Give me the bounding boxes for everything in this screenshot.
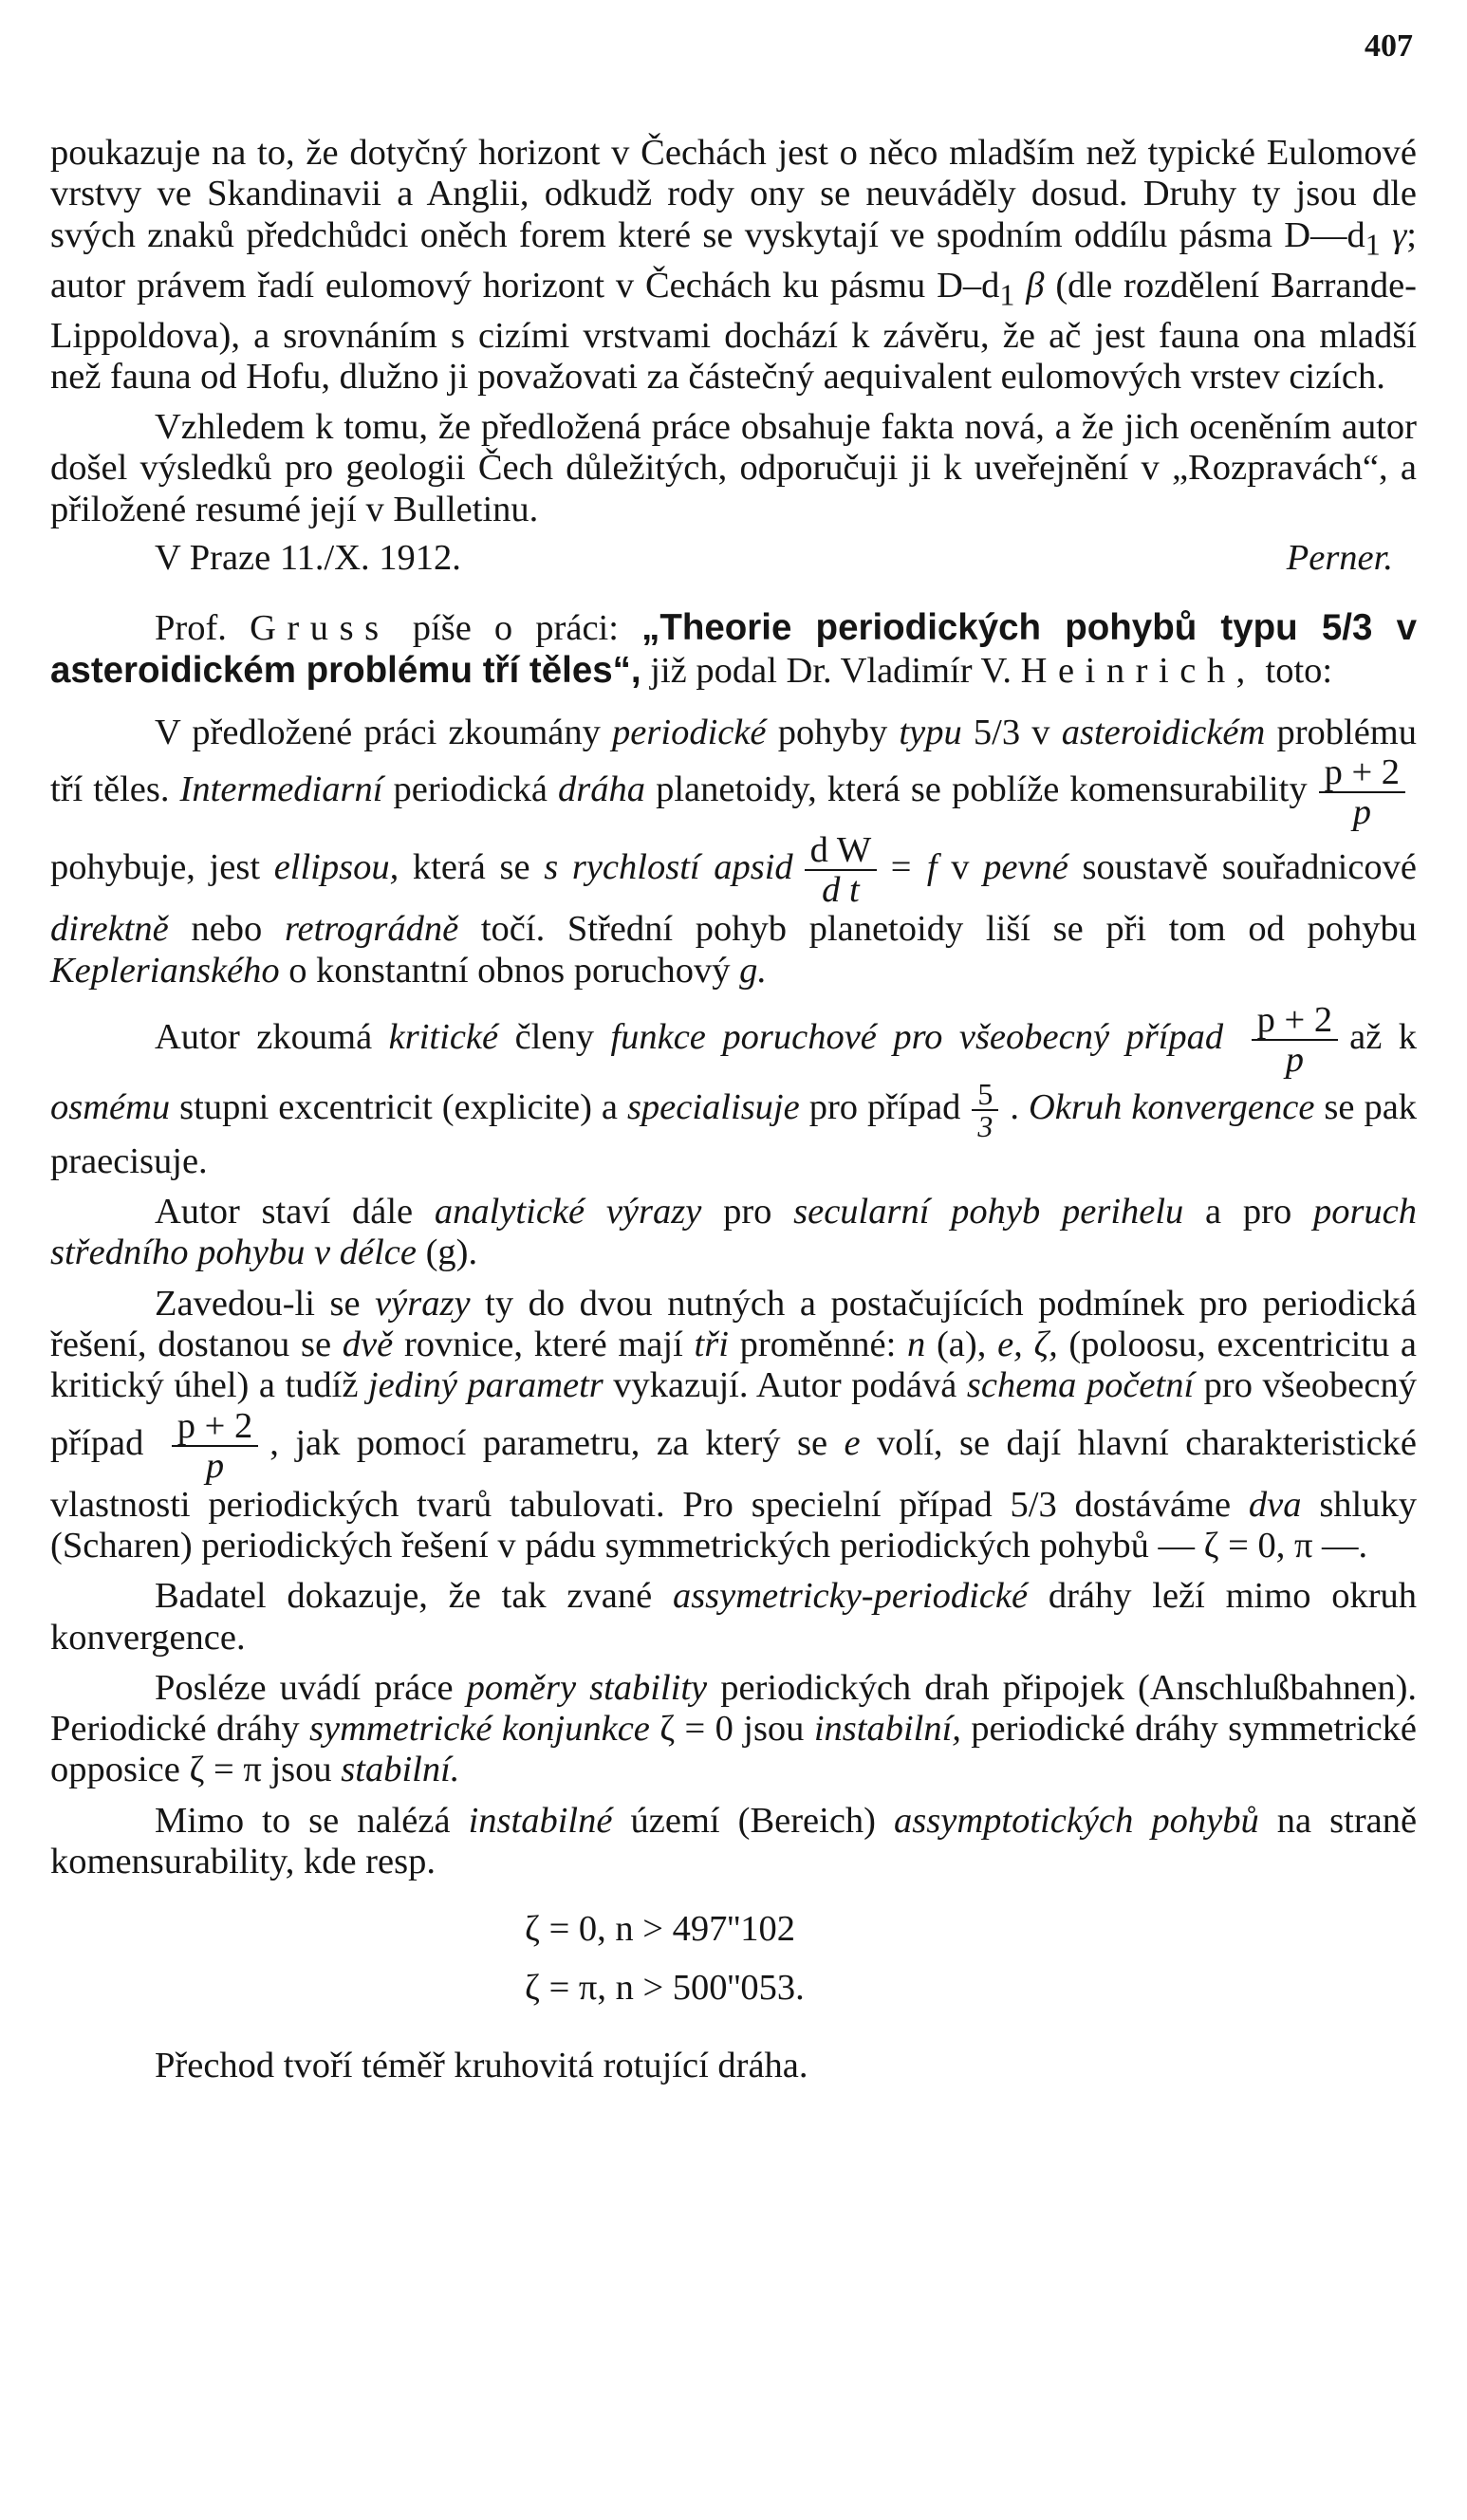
paragraph-8: Badatel dokazuje, že tak zvané assymetricky-periodické dráhy leží mimo okruh konvergence.	[50, 1576, 1418, 1658]
paragraph-6: Autor staví dále analytické výrazy pro secularní pohyb perihelu a pro poruch středního pohybu v délce (g).	[50, 1192, 1418, 1273]
page-number: 407	[1365, 28, 1413, 64]
place-date: V Praze 11./X. 1912.	[155, 538, 461, 579]
paragraph-3: Prof. Gruss píše o práci: „Theorie periodických pohybů typu 5/3 v asteroidickém problému tří těles“, již podal Dr. Vladimír V. Heinrich, toto:	[50, 607, 1418, 691]
signature-line	[50, 538, 1417, 579]
paragraph-9: Posléze uvádí práce poměry stability periodických drah připojek (Anschlußbahnen). Periodické dráhy symmetrické konjunkce ζ = 0 jsou instabilní, periodické dráhy symmetrické opposice ζ = π jsou stabilní.	[50, 1667, 1418, 1790]
paragraph-10: Mimo to se nalézá instabilné území (Bereich) assymptotických pohybů na straně komensurability, kde resp.	[50, 1800, 1418, 1881]
paragraph-1: poukazuje na to, že dotyčný horizont v Čechách jest o něco mladším než typické Eulomové vrstvy ve Skandinavii a Anglii, odkudž rody ony se neuváděly dosud. Druhy ty jsou dle svých znaků předchůdci oněch forem které se vyskytají ve spodním oddílu pásma $D—d_1$ γ; autor právem řadí eulomový horizont v Čechách ku pásmu $D-d_1$ β (dle rozdělení Barrande-Lippoldova), a srovnáním s cizími vrstvami dochází k závěru, že ač jest fauna ona mladší než fauna od Hofu, dlužno ji považovati za částečný aequivalent eulomových vrstev cizích.	[50, 133, 1417, 397]
formula-2: ζ = π, n > 500''053.	[525, 1968, 805, 2009]
paper-title: „Theorie periodických pohybů typu 5/3 v asteroidickém problému tří těles“,	[50, 607, 1418, 691]
fraction-p2-over-p-2: $\frac{p + 2}{p}$	[1252, 1001, 1338, 1079]
formula-1: ζ = 0, n > 497''102	[525, 1909, 795, 1950]
fraction-p2-over-p: $\frac{p + 2}{p}$	[1319, 753, 1405, 831]
paragraph-4: V předložené práci zkoumány periodické pohyby typu 5/3 v asteroidickém problému tří těles. Intermediarní periodická dráha planetoidy, která se poblíže komensurability $\frac{p + 2}{p}$ pohybuje, jest ellipsou, která se s rychlostí apsid $\frac{\text{d W}}{\text{d t}}$ = f v pevné soustavě souřadnicové direktně nebo retrográdně točí. Střední pohyb planetoidy liší se při tom od pohybu Keplerianského o konstantní obnos poruchový g.	[50, 712, 1418, 991]
signature: Perner.	[1286, 538, 1393, 579]
fraction-5-over-3: $\frac{5}{3}$	[972, 1079, 998, 1141]
paragraph-5: Autor zkoumá kritické členy funkce poruchové pro všeobecný případ $\frac{p + 2}{p}$ až k osmému stupni excentricit (explicite) a specialisuje pro případ $\frac{5}{3}$ . Okruh konvergence se pak praecisuje.	[50, 999, 1418, 1181]
fraction-dw-over-dt: $\frac{\text{d W}}{\text{d t}}$	[805, 831, 878, 909]
page-body	[50, 133, 1417, 2087]
paragraph-11: Přechod tvoří téměř kruhovitá rotující dráha.	[155, 2046, 808, 2086]
paragraph-2: Vzhledem k tomu, že předložená práce obsahuje fakta nová, a že jich oceněním autor došel výsledků pro geologii Čech důležitých, odporučuji ji k uveřejnění v „Rozpravách“, a přiložené resumé její v Bulletinu.	[50, 407, 1417, 529]
fraction-p2-over-p-3: $\frac{p + 2}{p}$	[172, 1407, 258, 1485]
paragraph-7: Zavedou-li se výrazy ty do dvou nutných a postačujících podmínek pro periodická řešení, dostanou se dvě rovnice, které mají tři proměnné: n (a), e, ζ, (poloosu, excentricitu a kritický úhel) a tudíž jediný parametr vykazují. Autor podává schema početní pro všeobecný případ $\frac{p + 2}{p}$ , jak pomocí parametru, za který se e volí, se dají hlavní charakteristické vlastnosti periodických tvarů tabulovati. Pro specielní případ 5/3 dostáváme dva shluky (Scharen) periodických řešení v pádu symmetrických periodických pohybů — ζ = 0, π —.	[50, 1283, 1418, 1566]
